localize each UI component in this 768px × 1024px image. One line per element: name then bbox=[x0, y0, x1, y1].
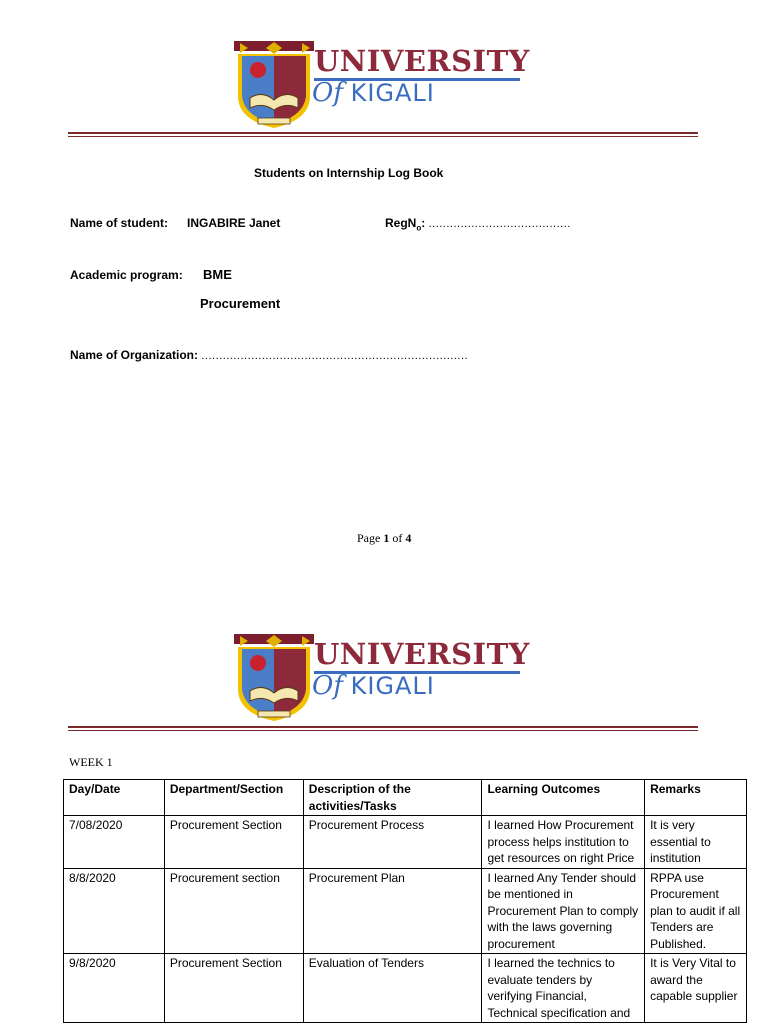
university-wordmark: UNIVERSITY bbox=[314, 637, 530, 671]
cell-department: Procurement section bbox=[164, 868, 303, 954]
cell-outcome: I learned Any Tender should be mentioned in Procurement Plan to comply with the laws governing procurement bbox=[482, 868, 645, 954]
cell-outcome: I learned the technics to evaluate tenders by verifying Financial, Technical specification and bbox=[482, 954, 645, 1023]
page-of: of bbox=[389, 531, 406, 545]
table-row bbox=[64, 816, 747, 869]
cell-description: Evaluation of Tenders bbox=[303, 954, 482, 1023]
wordmark-of: Of bbox=[312, 671, 343, 701]
column-header: Learning Outcomes bbox=[482, 780, 645, 816]
organization-blank: ........................................................................... bbox=[201, 350, 469, 362]
university-logo-page2 bbox=[232, 633, 530, 723]
cell-remarks: It is Very Vital to award the capable supplier bbox=[645, 954, 747, 1023]
week-label: WEEK 1 bbox=[69, 755, 113, 769]
cell-date: 7/08/2020 bbox=[64, 816, 165, 869]
page-prefix: Page bbox=[357, 531, 384, 545]
cell-department: Procurement Section bbox=[164, 954, 303, 1023]
page-number bbox=[357, 531, 411, 546]
wordmark-kigali: KIGALI bbox=[350, 672, 435, 700]
cell-date: 9/8/2020 bbox=[64, 954, 165, 1023]
kigali-wordmark bbox=[312, 671, 435, 701]
program-value-1: BME bbox=[203, 267, 232, 282]
reg-number-field bbox=[385, 216, 571, 232]
cell-remarks: It is very essential to institution bbox=[645, 816, 747, 869]
student-name-label: Name of student: bbox=[70, 216, 169, 230]
logbook-title: Students on Internship Log Book bbox=[254, 166, 444, 180]
page-current: 1 bbox=[383, 531, 390, 545]
university-crest-icon bbox=[232, 633, 316, 723]
table-row bbox=[64, 954, 747, 1023]
cell-department: Procurement Section bbox=[164, 816, 303, 869]
reg-subscript: o bbox=[416, 223, 422, 233]
header-rule bbox=[68, 132, 698, 137]
reg-colon: : bbox=[421, 216, 426, 230]
cell-description: Procurement Process bbox=[303, 816, 482, 869]
wordmark-of: Of bbox=[312, 78, 343, 108]
kigali-wordmark bbox=[312, 78, 435, 108]
student-name-value: INGABIRE Janet bbox=[187, 216, 281, 230]
cell-remarks: RPPA use Procurement plan to audit if all Tenders are Published. bbox=[645, 868, 747, 954]
cell-outcome: I learned How Procurement process helps institution to get resources on right Price bbox=[482, 816, 645, 869]
column-header: Remarks bbox=[645, 780, 747, 816]
table-header-row bbox=[64, 780, 747, 816]
cell-description: Procurement Plan bbox=[303, 868, 482, 954]
organization-label: Name of Organization: bbox=[70, 348, 199, 362]
university-wordmark: UNIVERSITY bbox=[314, 44, 530, 78]
university-crest-icon bbox=[232, 40, 316, 130]
organization-field bbox=[70, 348, 468, 362]
log-table bbox=[63, 779, 747, 1023]
header-rule-page2 bbox=[68, 726, 698, 731]
page-total: 4 bbox=[405, 531, 412, 545]
program-label bbox=[70, 268, 183, 282]
wordmark-kigali: KIGALI bbox=[350, 79, 435, 107]
program-label-text: Academic program: bbox=[70, 268, 183, 282]
table-row bbox=[64, 868, 747, 954]
reg-label: RegN bbox=[385, 216, 417, 230]
column-header: Day/Date bbox=[64, 780, 165, 816]
program-value-2: Procurement bbox=[200, 296, 281, 311]
cell-date: 8/8/2020 bbox=[64, 868, 165, 954]
university-logo bbox=[232, 40, 530, 130]
column-header: Description of the activities/Tasks bbox=[303, 780, 482, 816]
column-header: Department/Section bbox=[164, 780, 303, 816]
reg-number-blank: ........................................ bbox=[428, 218, 571, 230]
